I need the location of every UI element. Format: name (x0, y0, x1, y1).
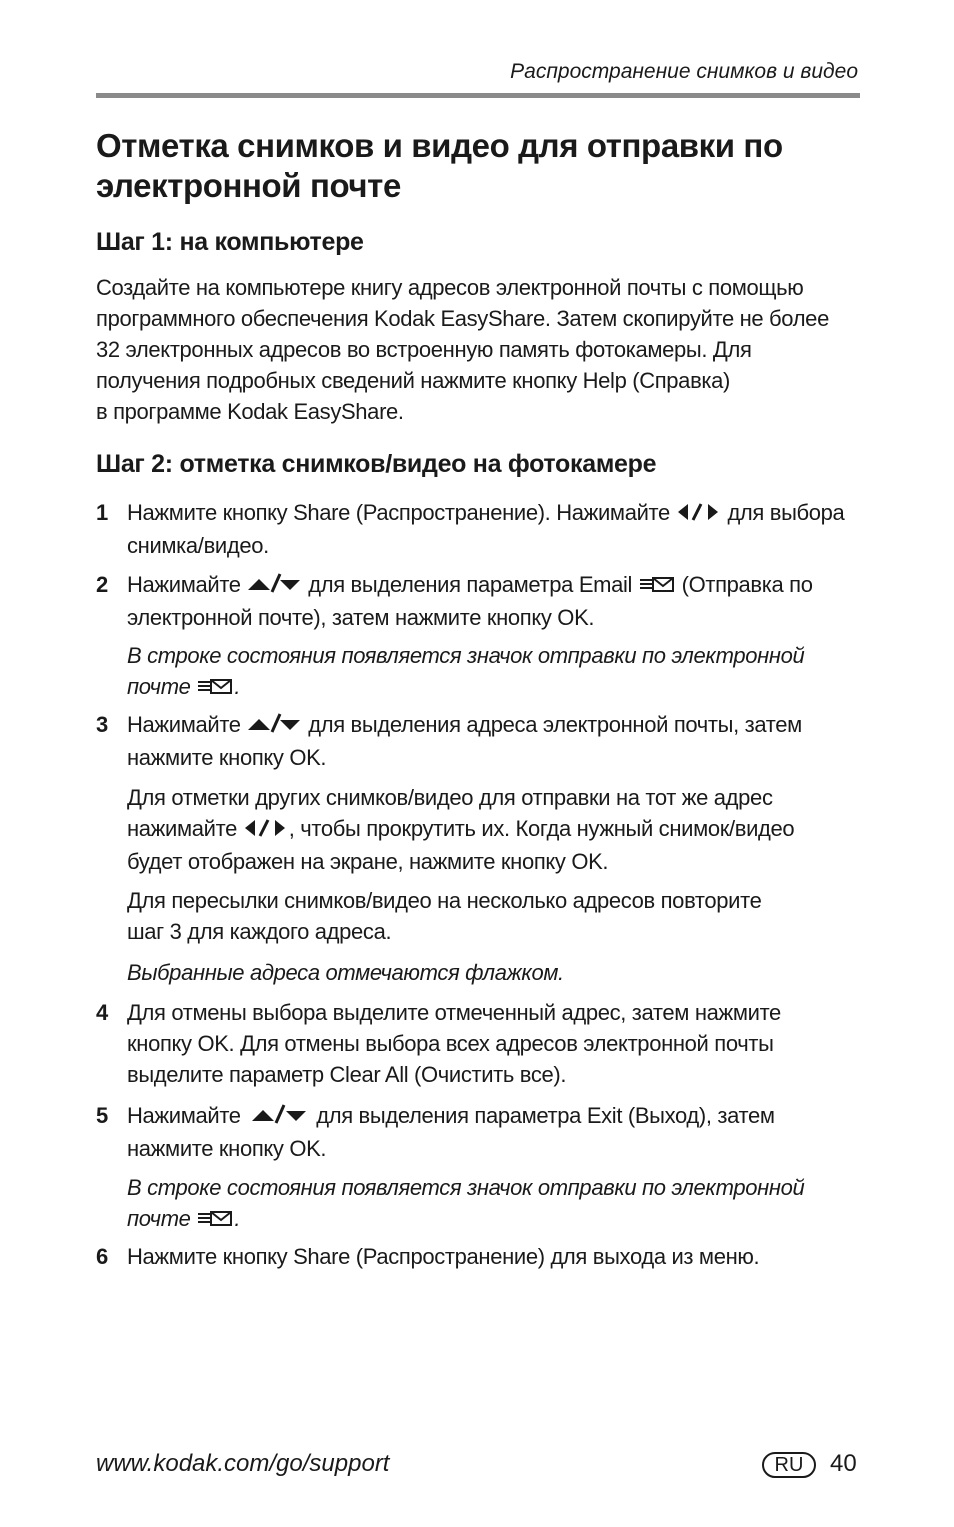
status-note-1 (127, 640, 867, 704)
item3-detail-2-b: шаг 3 для каждого адреса. (127, 919, 392, 944)
page-title-line-1: Отметка снимков и видео для отправки по (96, 127, 783, 164)
item4-text-a: Для отмены выбора выделите отмеченный адрес, затем нажмите (127, 1000, 781, 1025)
header-rule (96, 93, 860, 98)
left-right-arrows-icon (243, 815, 289, 846)
up-down-arrows-icon (246, 1102, 310, 1133)
list-item-number: 5 (96, 1103, 108, 1128)
page-number: 40 (830, 1450, 857, 1477)
list-item-4 (96, 997, 876, 1090)
item5-text-c: нажмите кнопку OK. (127, 1135, 327, 1161)
item3-detail-1-c: , чтобы прокрутить их. Когда нужный снимок/видео (288, 816, 795, 841)
item3-detail-2-a: Для пересылки снимков/видео на несколько адресов повторите (127, 888, 762, 913)
step1-heading: Шаг 1: на компьютере (96, 228, 364, 256)
step1-line-5: в программе Kodak EasyShare. (96, 399, 404, 424)
item2-text-a: Нажимайте (127, 572, 241, 597)
item5-text-b: для выделения параметра Exit (Выход), затем (316, 1103, 775, 1128)
language-badge: RU (762, 1452, 816, 1478)
support-url: www.kodak.com/go/support (96, 1450, 390, 1477)
left-right-arrows-icon (676, 499, 722, 530)
item1-text-a: Нажмите кнопку Share (Распространение). Нажимайте (127, 500, 670, 525)
note1-text-c: . (234, 674, 241, 699)
email-tag-icon (638, 571, 676, 602)
up-down-arrows-icon (246, 711, 302, 742)
item1-text-c: снимка/видео. (127, 532, 269, 558)
item3-detail-1-a: Для отметки других снимков/видео для отправки на тот же адрес (127, 785, 773, 810)
list-item-5 (96, 1100, 876, 1164)
step1-paragraph (96, 272, 866, 427)
list-item-1 (96, 497, 876, 561)
item2-text-b: для выделения параметра Email (308, 572, 633, 597)
step1-line-3: 32 электронных адресов во встроенную память фотокамеры. Для (96, 337, 752, 362)
note1-text-a: В строке состояния появляется значок отправки по электронной (127, 643, 805, 668)
email-tag-icon (196, 673, 234, 704)
list-item-number: 1 (96, 500, 108, 525)
item3-detail-3: Выбранные адреса отмечаются флажком. (127, 960, 564, 985)
up-down-arrows-icon (246, 571, 302, 602)
item3-detail-2 (127, 885, 867, 947)
list-item-3 (96, 709, 876, 773)
step2-heading: Шаг 2: отметка снимков/видео на фотокамере (96, 450, 657, 478)
item3-text-b: для выделения адреса электронной почты, затем (308, 712, 802, 737)
item4-text-b: кнопку OK. Для отмены выбора всех адресов электронной почты (127, 1031, 774, 1056)
item2-text-d: электронной почте), затем нажмите кнопку OK. (127, 604, 595, 630)
step1-line-4: получения подробных сведений нажмите кнопку Help (Справка) (96, 368, 731, 393)
step1-line-2: программного обеспечения Kodak EasyShare. Затем скопируйте не более (96, 306, 829, 331)
item1-text-b: для выбора (727, 500, 845, 525)
item2-text-c: (Отправка по (681, 572, 813, 597)
note2-text-a: В строке состояния появляется значок отправки по электронной (127, 1175, 805, 1200)
list-item-number: 3 (96, 712, 108, 737)
item3-detail-1 (127, 782, 867, 877)
page-title (96, 126, 876, 206)
status-note-2 (127, 1172, 867, 1236)
list-item-number: 2 (96, 572, 108, 597)
item6-text-a: Нажмите кнопку Share (Распространение) для выхода из меню. (127, 1244, 760, 1269)
item3-text-c: нажмите кнопку OK. (127, 744, 327, 770)
step1-line-1: Создайте на компьютере книгу адресов электронной почты с помощью (96, 275, 804, 300)
note2-text-b: почте (127, 1206, 191, 1231)
item3-text-a: Нажимайте (127, 712, 241, 737)
note2-text-c: . (234, 1206, 241, 1231)
list-item-number: 6 (96, 1244, 108, 1269)
list-item-number: 4 (96, 1000, 108, 1025)
list-item-6 (96, 1241, 876, 1272)
item4-text-c: выделите параметр Clear All (Очистить все). (127, 1062, 567, 1087)
list-item-2 (96, 569, 876, 633)
item3-detail-1-b: нажимайте (127, 816, 237, 841)
running-header: Распространение снимков и видео (510, 60, 858, 83)
item5-text-a: Нажимайте (127, 1103, 241, 1128)
item3-detail-1-d: будет отображен на экране, нажмите кнопку OK. (127, 848, 609, 874)
note1-text-b: почте (127, 674, 191, 699)
email-tag-icon (196, 1205, 234, 1236)
page-title-line-2: электронной почте (96, 167, 401, 204)
